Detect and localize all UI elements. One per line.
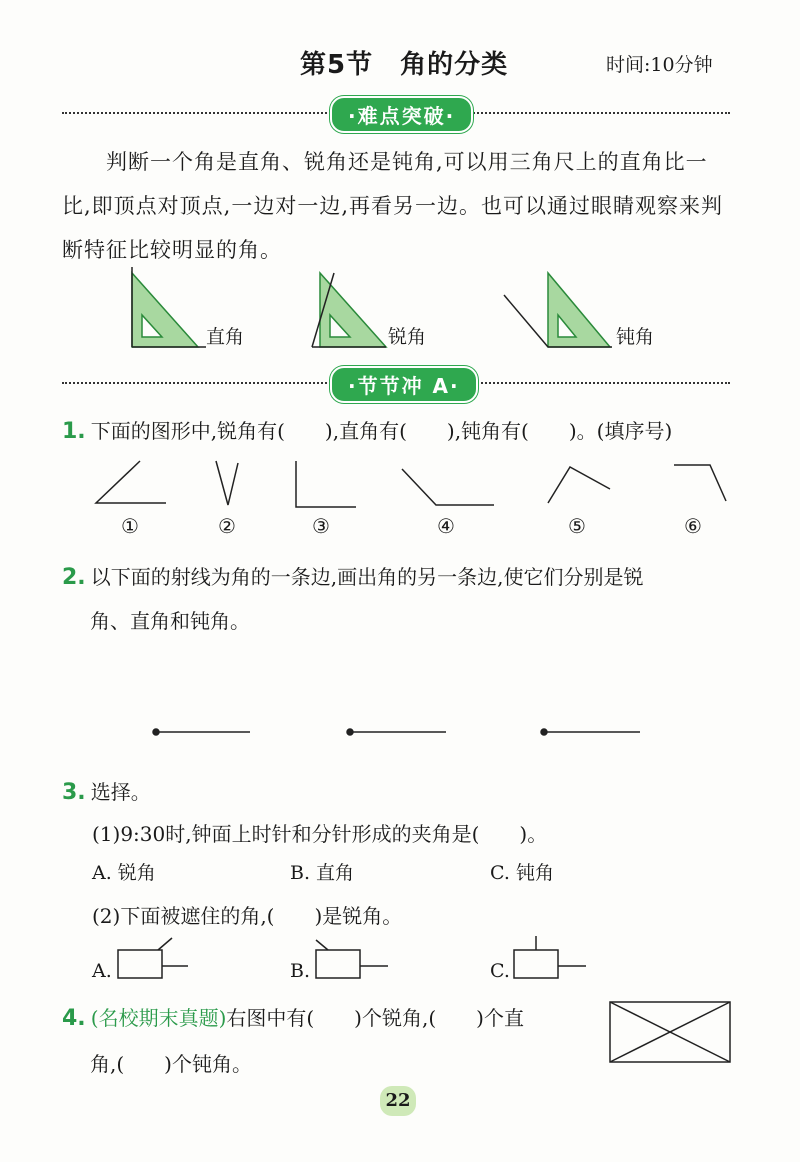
set-square-illustrations [120,265,680,365]
question-1 [62,415,672,444]
q3-sub2-option-c[interactable]: C. [490,960,510,982]
page-title: 第5节 角的分类 [300,50,509,80]
question-4-line2: 角,( )个钝角。 [90,1052,252,1076]
question-4-line1: 右图中有( )个锐角,( )个直 [226,1006,524,1030]
figure-3-angle [296,461,356,507]
question-3-sub2: (2)下面被遮住的角,( )是锐角。 [92,904,403,928]
section-badge-practice: ·节节冲 A· [330,366,478,403]
question-3 [62,776,151,805]
question-3-number: 3. [62,780,86,805]
q1-angle-figures [80,455,740,515]
section-badge-difficulty: ·难点突破· [330,96,473,133]
q3-sub1-option-a[interactable]: A. 锐角 [92,862,156,884]
figure-6-angle [674,465,726,501]
acute-angle-illustration [312,273,386,347]
time-limit: 时间:10分钟 [606,54,713,76]
question-3-text: 选择。 [90,780,151,804]
question-2-number: 2. [62,565,86,590]
q3-sub2-option-b[interactable]: B. [290,960,311,982]
mark-3: ③ [312,514,330,538]
mark-1: ① [121,514,139,538]
q4-rectangle-figure [608,1000,734,1066]
right-angle-illustration [132,267,206,347]
mark-6: ⑥ [684,514,702,538]
question-2-line2: 角、直角和钝角。 [90,609,250,633]
q3-sub1-option-c[interactable]: C. 钝角 [490,862,554,884]
question-4-number: 4. [62,1006,86,1031]
figure-2-angle [216,461,238,505]
q3-sub2-option-a[interactable]: A. [92,960,112,982]
label-right-angle: 直角 [206,326,245,348]
question-4-tag: (名校期末真题) [90,1006,227,1030]
page-number: 22 [380,1086,416,1116]
question-4 [62,996,524,1088]
question-2-line1: 以下面的射线为角的一条边,画出角的另一条边,使它们分别是锐 [90,565,644,589]
question-1-number: 1. [62,419,86,444]
figure-4-angle [402,469,494,505]
question-2 [62,556,742,644]
label-obtuse-angle: 钝角 [616,326,655,348]
figure-5-angle [548,467,610,503]
q3-covered-angles [112,932,592,982]
mark-4: ④ [437,514,455,538]
mark-5: ⑤ [568,514,586,538]
label-acute-angle: 锐角 [388,326,427,348]
figure-1-angle [96,461,166,503]
mark-2: ② [218,514,236,538]
obtuse-angle-illustration [504,273,612,347]
q2-rays[interactable] [140,722,660,742]
question-1-text: 下面的图形中,锐角有( ),直角有( ),钝角有( )。(填序号) [90,419,673,443]
question-3-sub1: (1)9:30时,钟面上时针和分针形成的夹角是( )。 [92,822,548,846]
q3-sub1-option-b[interactable]: B. 直角 [290,862,355,884]
tip-paragraph: 判断一个角是直角、锐角还是钝角,可以用三角尺上的直角比一比,即顶点对顶点,一边对一边,再看另一边。也可以通过眼睛观察来判断特征比较明显的角。 [62,150,724,262]
